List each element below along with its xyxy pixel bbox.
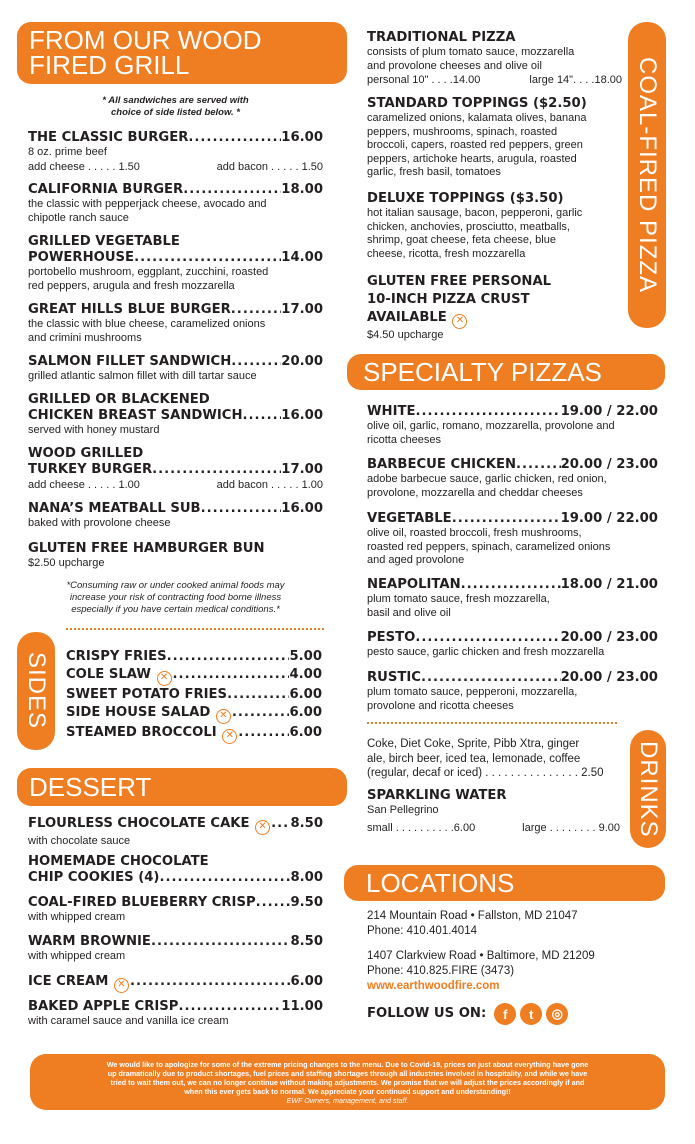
facebook-icon[interactable]: f bbox=[494, 1003, 516, 1025]
item-title bbox=[367, 577, 658, 593]
item-description: caramelized onions, kalamata olives, banana bbox=[367, 112, 587, 124]
item-price: 18.00 / 21.00 bbox=[560, 577, 658, 592]
item-name: WHITE bbox=[367, 404, 416, 419]
item-title bbox=[28, 302, 323, 318]
leader-dots bbox=[452, 511, 561, 527]
item-title bbox=[28, 408, 323, 424]
gluten-free-icon: ✕ bbox=[216, 709, 231, 724]
standard-toppings bbox=[367, 96, 622, 180]
item-description: basil and olive oil bbox=[367, 606, 451, 619]
dessert-header bbox=[17, 768, 347, 806]
item-description: with whipped cream bbox=[28, 950, 126, 962]
text-line bbox=[367, 821, 620, 835]
text-line: tried to wait them out, we can no longer continue without making adjustments. We promise that we will adjust the prices accordingly if and bbox=[110, 1078, 585, 1087]
leader-dots bbox=[151, 934, 291, 950]
text-line: add cheese . . . . . 1.50 bbox=[28, 160, 140, 173]
leader-dots bbox=[416, 404, 561, 420]
locations-header bbox=[344, 865, 665, 901]
item-name: CALIFORNIA BURGER bbox=[28, 182, 184, 197]
text-line: add bacon . . . . . 1.00 bbox=[216, 479, 323, 491]
item-price: 8.50 bbox=[290, 816, 323, 831]
text-line: large 14". . . .18.00 bbox=[529, 74, 622, 87]
item-price: 14.00 bbox=[281, 250, 323, 265]
item-title bbox=[367, 457, 658, 473]
item-description: and crimini mushrooms bbox=[28, 331, 142, 344]
item-description: San Pellegrino bbox=[367, 804, 439, 816]
item-description: pesto sauce, garlic chicken and fresh mozzarella bbox=[367, 646, 605, 658]
item-price: 8.00 bbox=[290, 870, 323, 885]
item-description: with caramel sauce and vanilla ice cream bbox=[28, 1015, 229, 1027]
leader-dots bbox=[415, 630, 560, 646]
item-description: chipotle ranch sauce bbox=[28, 211, 129, 224]
item-name: SWEET POTATO FRIES bbox=[66, 687, 228, 702]
gluten-free-crust bbox=[367, 273, 622, 343]
location-baltimore bbox=[367, 949, 647, 994]
item-price: 9.50 bbox=[290, 895, 323, 910]
text-line bbox=[367, 73, 622, 87]
item-price: 19.00 / 22.00 bbox=[560, 404, 658, 419]
item-title bbox=[28, 816, 323, 835]
text-line: * All sandwiches are served with bbox=[102, 95, 249, 106]
leader-dots bbox=[167, 648, 290, 666]
leader-dots bbox=[243, 408, 282, 424]
side-item bbox=[66, 704, 322, 724]
food-warning bbox=[28, 580, 323, 616]
item-description: red peppers, arugula and fresh mozzarella bbox=[28, 279, 235, 292]
sides-header bbox=[17, 632, 55, 750]
item-description: broccoli, capers, roasted red peppers, green bbox=[367, 139, 583, 152]
item-title: HOMEMADE CHOCOLATE bbox=[28, 854, 209, 869]
item-price: 6.00 bbox=[289, 725, 322, 740]
text-line: small . . . . . . . . . .6.00 bbox=[367, 821, 476, 834]
item-price: 16.00 bbox=[281, 408, 323, 423]
item-name: BARBECUE CHICKEN bbox=[367, 457, 517, 472]
item-title bbox=[28, 250, 323, 266]
gluten-free-icon: ✕ bbox=[255, 820, 270, 835]
item-name: COAL-FIRED BLUEBERRY CRISP bbox=[28, 895, 256, 910]
twitter-icon[interactable]: t bbox=[520, 1003, 542, 1025]
item-title bbox=[367, 511, 658, 527]
text-line: up dramatically due to product shortages, fuel prices and staffing shortages through all industries involved in hospitality, and while we have bbox=[107, 1069, 588, 1078]
item-title bbox=[28, 895, 323, 911]
item-name: THE CLASSIC BURGER bbox=[28, 130, 189, 145]
coal-fired-pizza-header bbox=[628, 22, 666, 328]
menu-item-turkey-burger bbox=[28, 446, 323, 492]
item-description: and aged provolone bbox=[367, 554, 465, 567]
text-line: FLOURLESS CHOCOLATE CAKE bbox=[28, 816, 250, 831]
drinks-header bbox=[630, 730, 666, 848]
leader-dots bbox=[201, 501, 282, 517]
instagram-icon[interactable]: ◎ bbox=[546, 1003, 568, 1025]
text-line: choice of side listed below. * bbox=[111, 107, 240, 118]
item-description: served with honey mustard bbox=[28, 424, 160, 436]
item-title bbox=[367, 630, 658, 646]
item-name: POWERHOUSE bbox=[28, 250, 135, 265]
pizza-title: COAL-FIRED PIZZA bbox=[634, 56, 661, 294]
leader-dots bbox=[173, 666, 290, 684]
side-item bbox=[66, 666, 322, 686]
text-line: add bacon . . . . . 1.50 bbox=[216, 160, 323, 173]
text-line bbox=[28, 478, 323, 492]
item-description: baked with provolone cheese bbox=[28, 517, 171, 529]
item-title bbox=[28, 182, 323, 198]
dessert-title: DESSERT bbox=[29, 771, 152, 802]
item-description: 214 Mountain Road • Fallston, MD 21047 bbox=[367, 910, 578, 922]
sides-list bbox=[66, 648, 322, 744]
item-description: and provolone cheeses and olive oil bbox=[367, 59, 542, 72]
text-line: STEAMED BROCCOLI bbox=[66, 725, 217, 740]
item-title bbox=[28, 999, 323, 1015]
item-title bbox=[28, 462, 323, 478]
item-description: Phone: 410.401.4014 bbox=[367, 925, 477, 937]
item-description: roasted red peppers, spinach, caramelized onions bbox=[367, 540, 611, 553]
follow-us bbox=[367, 1003, 617, 1025]
leader-dots bbox=[231, 302, 281, 318]
item-description: the classic with blue cheese, caramelized onions bbox=[28, 318, 266, 330]
leader-dots bbox=[159, 870, 290, 886]
website-link[interactable]: www.earthwoodfire.com bbox=[367, 980, 500, 992]
item-name bbox=[28, 974, 130, 993]
sides-title: SIDES bbox=[23, 652, 50, 730]
menu-item-grilled-vegetable bbox=[28, 234, 323, 293]
item-name: GREAT HILLS BLUE BURGER bbox=[28, 302, 231, 317]
item-name: NANA’S MEATBALL SUB bbox=[28, 501, 201, 516]
menu-item-great-hills-burger bbox=[28, 302, 323, 345]
leader-dots bbox=[183, 182, 281, 198]
item-title: STANDARD TOPPINGS ($2.50) bbox=[367, 96, 587, 111]
text-line: especially if you have certain medical conditions.* bbox=[71, 604, 280, 615]
text-line: add cheese . . . . . 1.00 bbox=[28, 479, 140, 491]
pizza-vegetable bbox=[367, 511, 658, 568]
item-name: CHIP COOKIES (4) bbox=[28, 870, 160, 885]
menu-item-chicken bbox=[28, 392, 323, 438]
item-description: portobello mushroom, eggplant, zucchini, roasted bbox=[28, 266, 269, 278]
divider bbox=[367, 722, 617, 724]
item-description: olive oil, roasted broccoli, fresh mushrooms, bbox=[367, 527, 582, 539]
item-title bbox=[367, 404, 658, 420]
text-line: when this ever gets back to normal. We appreciate your continued support and understanding!! bbox=[184, 1087, 511, 1096]
grill-header bbox=[17, 22, 347, 84]
item-name: VEGETABLE bbox=[367, 511, 452, 526]
item-name: CRISPY FRIES bbox=[66, 649, 167, 664]
covid-notice bbox=[30, 1054, 665, 1110]
item-description: Phone: 410.825.FIRE (3473) bbox=[367, 965, 515, 977]
item-price: 4.00 bbox=[289, 667, 322, 682]
text-line: personal 10" . . . .14.00 bbox=[367, 74, 481, 87]
side-item bbox=[66, 648, 322, 666]
text-line: ICE CREAM bbox=[28, 974, 109, 989]
item-title bbox=[367, 309, 622, 329]
leader-dots bbox=[188, 130, 281, 146]
item-name: PESTO bbox=[367, 630, 416, 645]
text-line: increase your risk of contracting food borne illness bbox=[69, 592, 282, 603]
text-line: We would like to apologize for some of the extreme pricing changes to the menu. Due to Covid-19, prices on just about everything have gone bbox=[106, 1060, 589, 1069]
item-description: $2.50 upcharge bbox=[28, 557, 105, 569]
item-name bbox=[66, 704, 232, 724]
item-name: SALMON FILLET SANDWICH bbox=[28, 354, 232, 369]
item-title bbox=[28, 870, 323, 886]
item-description: grilled atlantic salmon fillet with dill tartar sauce bbox=[28, 370, 257, 382]
item-title: 10-INCH PIZZA CRUST bbox=[367, 292, 530, 307]
item-price: 5.00 bbox=[289, 649, 322, 664]
item-price: 19.00 / 22.00 bbox=[560, 511, 658, 526]
item-title bbox=[28, 501, 323, 517]
gluten-free-icon: ✕ bbox=[222, 729, 237, 744]
item-name: WARM BROWNIE bbox=[28, 934, 151, 949]
item-price: 17.00 bbox=[281, 462, 323, 477]
drinks-list bbox=[367, 737, 620, 781]
leader-dots bbox=[516, 457, 561, 473]
menu-item-meatball-sub bbox=[28, 501, 323, 531]
side-item bbox=[66, 686, 322, 704]
item-title bbox=[28, 130, 323, 146]
item-description: hot italian sausage, bacon, pepperoni, garlic bbox=[367, 207, 583, 219]
item-title: DELUXE TOPPINGS ($3.50) bbox=[367, 191, 564, 206]
menu-item-gf-bun bbox=[28, 541, 323, 571]
text-line bbox=[28, 160, 323, 174]
text-line: SIDE HOUSE SALAD bbox=[66, 705, 211, 720]
item-title: SPARKLING WATER bbox=[367, 788, 507, 803]
grill-title-line2: FIRED GRILL bbox=[29, 50, 190, 80]
item-description: with whipped cream bbox=[28, 911, 126, 923]
item-title: GRILLED VEGETABLE bbox=[28, 234, 180, 249]
item-description: with chocolate sauce bbox=[28, 835, 131, 847]
dessert-blueberry-crisp bbox=[28, 895, 323, 925]
traditional-pizza bbox=[367, 30, 622, 87]
drinks-title: DRINKS bbox=[635, 740, 662, 838]
item-price: 8.50 bbox=[290, 934, 323, 949]
item-name: BAKED APPLE CRISP bbox=[28, 999, 179, 1014]
menu-item-classic-burger bbox=[28, 130, 323, 174]
leader-dots bbox=[227, 686, 289, 704]
dessert-flourless-cake bbox=[28, 816, 323, 849]
leader-dots bbox=[178, 999, 281, 1015]
item-description: 1407 Clarkview Road • Baltimore, MD 21209 bbox=[367, 950, 595, 962]
pizza-white bbox=[367, 404, 658, 447]
item-price: 20.00 / 23.00 bbox=[560, 457, 658, 472]
item-description: Coke, Diet Coke, Sprite, Pibb Xtra, ginger bbox=[367, 738, 580, 750]
leader-dots bbox=[461, 577, 561, 593]
item-price: 20.00 bbox=[281, 354, 323, 369]
leader-dots bbox=[238, 724, 289, 742]
item-name: NEAPOLITAN bbox=[367, 577, 461, 592]
gluten-free-icon: ✕ bbox=[452, 314, 467, 329]
item-description: plum tomato sauce, pepperoni, mozzarella, bbox=[367, 686, 578, 698]
divider bbox=[66, 628, 324, 630]
text-line bbox=[29, 25, 262, 80]
item-price: 6.00 bbox=[290, 974, 323, 989]
item-price: 16.00 bbox=[281, 501, 323, 516]
deluxe-toppings bbox=[367, 191, 622, 261]
dessert-cookies bbox=[28, 854, 323, 886]
item-description: (regular, decaf or iced) . . . . . . . . . . . . . . . 2.50 bbox=[367, 767, 604, 779]
text-line: *Consuming raw or under cooked animal foods may bbox=[66, 580, 285, 591]
item-description: peppers, artichoke hearts, arugula, roasted bbox=[367, 152, 577, 165]
item-description: $4.50 upcharge bbox=[367, 329, 444, 341]
item-price: 20.00 / 23.00 bbox=[560, 630, 658, 645]
item-price: 18.00 bbox=[281, 182, 323, 197]
leader-dots bbox=[256, 895, 291, 911]
item-name bbox=[66, 724, 238, 744]
pizza-pesto bbox=[367, 630, 658, 660]
text-line: EWF Owners, management, and staff. bbox=[286, 1096, 409, 1105]
item-description: chicken, anchovies, prosciutto, meatballs, bbox=[367, 220, 570, 233]
menu-item-california-burger bbox=[28, 182, 323, 225]
item-description: ricotta cheeses bbox=[367, 433, 441, 446]
leader-dots bbox=[152, 462, 281, 478]
item-price: 6.00 bbox=[289, 705, 322, 720]
item-title: TRADITIONAL PIZZA bbox=[367, 30, 516, 45]
leader-dots bbox=[271, 816, 290, 832]
leader-dots bbox=[231, 354, 281, 370]
item-name: TURKEY BURGER bbox=[28, 462, 153, 477]
item-price: 20.00 / 23.00 bbox=[560, 670, 658, 685]
item-description: ale, birch beer, iced tea, lemonade, coffee bbox=[367, 752, 581, 765]
pizza-rustic bbox=[367, 670, 658, 713]
dessert-apple-crisp bbox=[28, 999, 323, 1029]
item-price: 17.00 bbox=[281, 302, 323, 317]
location-fallston bbox=[367, 909, 647, 939]
item-description: olive oil, garlic, romano, mozzarella, provolone and bbox=[367, 420, 615, 432]
leader-dots bbox=[130, 974, 291, 990]
item-price: 6.00 bbox=[289, 687, 322, 702]
item-description: 8 oz. prime beef bbox=[28, 146, 107, 158]
item-price: 11.00 bbox=[281, 999, 323, 1014]
dessert-ice-cream bbox=[28, 974, 323, 993]
dessert-brownie bbox=[28, 934, 323, 964]
sandwich-note bbox=[28, 95, 323, 119]
item-name bbox=[28, 816, 271, 835]
locations-title: LOCATIONS bbox=[366, 867, 515, 898]
item-name bbox=[66, 666, 173, 686]
item-name: CHICKEN BREAST SANDWICH bbox=[28, 408, 243, 423]
item-title bbox=[28, 974, 323, 993]
item-title: GLUTEN FREE HAMBURGER BUN bbox=[28, 541, 265, 556]
item-title: WOOD GRILLED bbox=[28, 446, 144, 461]
pizza-neapolitan bbox=[367, 577, 658, 620]
item-description: plum tomato sauce, fresh mozzarella, bbox=[367, 593, 550, 605]
side-item bbox=[66, 724, 322, 744]
gluten-free-icon: ✕ bbox=[114, 978, 129, 993]
pizza-bbq-chicken bbox=[367, 457, 658, 500]
text-line: large . . . . . . . . 9.00 bbox=[522, 821, 620, 834]
follow-label: FOLLOW US ON: bbox=[367, 1006, 487, 1021]
item-description: cheese, ricotta, fresh mozzarella bbox=[367, 247, 526, 260]
item-description: provolone, mozzarella and cheddar cheeses bbox=[367, 486, 583, 499]
item-title: GLUTEN FREE PERSONAL bbox=[367, 274, 552, 289]
specialty-header bbox=[347, 354, 665, 390]
leader-dots bbox=[232, 704, 290, 722]
item-title bbox=[28, 354, 323, 370]
item-description: consists of plum tomato sauce, mozzarella bbox=[367, 46, 575, 58]
grill-title-line1: FROM OUR WOOD bbox=[29, 25, 262, 55]
item-title bbox=[28, 934, 323, 950]
specialty-title: SPECIALTY PIZZAS bbox=[363, 356, 602, 387]
item-price: 16.00 bbox=[281, 130, 323, 145]
item-description: provolone and ricotta cheeses bbox=[367, 699, 514, 712]
text-line: AVAILABLE bbox=[367, 310, 447, 325]
leader-dots bbox=[134, 250, 281, 266]
item-description: garlic, fresh basil, tomatoes bbox=[367, 166, 501, 179]
text-line: COLE SLAW bbox=[66, 667, 151, 682]
item-name: RUSTIC bbox=[367, 670, 421, 685]
menu-item-salmon bbox=[28, 354, 323, 384]
item-description: shrimp, goat cheese, feta cheese, blue bbox=[367, 234, 556, 247]
item-description: adobe barbecue sauce, garlic chicken, red onion, bbox=[367, 473, 607, 485]
item-title bbox=[367, 670, 658, 686]
item-description: the classic with pepperjack cheese, avocado and bbox=[28, 198, 267, 210]
item-description: peppers, mushrooms, spinach, roasted bbox=[367, 125, 558, 138]
item-title: GRILLED OR BLACKENED bbox=[28, 392, 210, 407]
sparkling-water bbox=[367, 788, 620, 835]
leader-dots bbox=[421, 670, 561, 686]
gluten-free-icon: ✕ bbox=[157, 671, 172, 686]
